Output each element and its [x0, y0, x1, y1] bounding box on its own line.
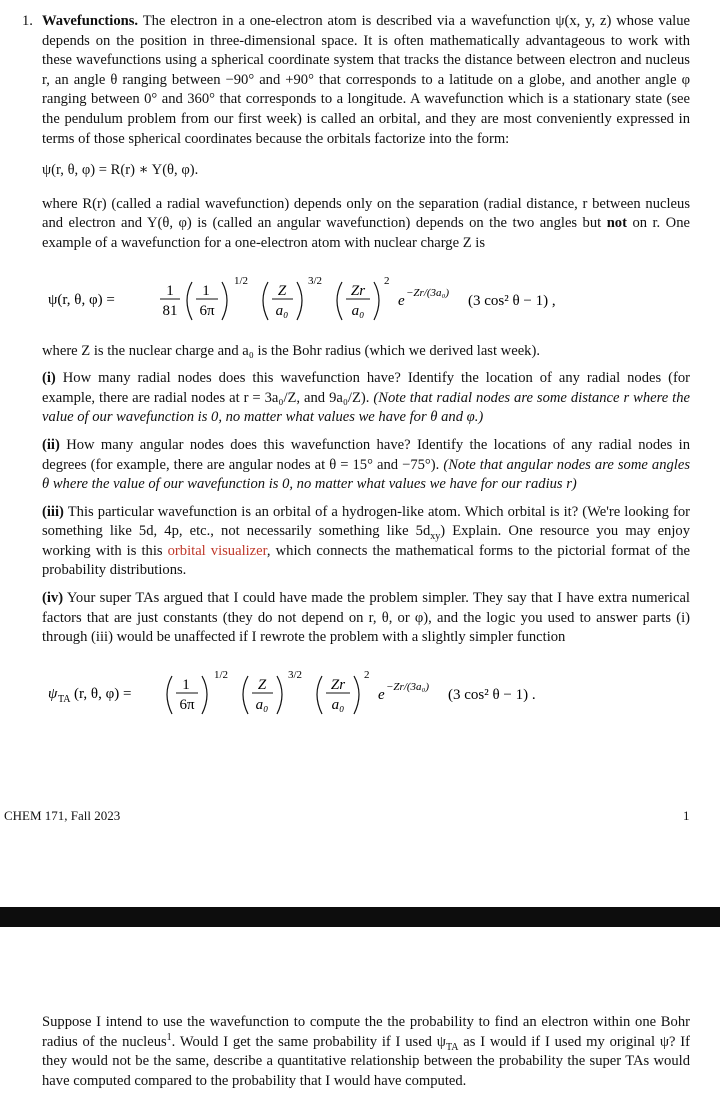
eq-paren-close-3	[374, 282, 379, 320]
eq-exp-sup: −Zr/(3a₀)	[406, 286, 450, 299]
problem-intro	[22, 12, 690, 149]
ta-p1-exp: 1/2	[214, 668, 229, 681]
ta-p2-num: Z	[257, 676, 267, 693]
ta-eq-lhs-args: (r, θ, φ) =	[74, 685, 132, 702]
footer-page-number: 1	[683, 808, 690, 823]
eq-paren-close-1	[222, 282, 227, 320]
ta-paren-open-2	[243, 676, 248, 714]
part-iv-label: (iv)	[42, 590, 64, 607]
part-ii: (ii) How many angular nodes does this wavefunction have? Identify the locations of any radial nodes in degrees (for example, there are angular nodes at θ = 15° and −75°). (Note that angular nodes are some angles θ where the value of our wavefunction is 0, no matter what values we have for our radius r)	[42, 436, 690, 493]
eq-paren-open-2	[263, 282, 268, 320]
radial-angular-explanation: where R(r) (called a radial wavefunction) depends only on the separation (radial distance, r between nucleus and electron and Y(θ, φ) is (called an angular wavefunction) depends on the two angles but not on r. One example of a wavefunction for a one-electron atom with nuclear charge Z is	[42, 195, 690, 251]
ta-eq-lhs-sub: TA	[58, 693, 71, 705]
part-i: (i) How many radial nodes does this wavefunction have? Identify the location of any radial nodes (for example, there are radial nodes at r = 3a₀/Z, and 9a₀/Z). (Note that radial nodes are some distance r where the value of our wavefunction is 0, no matter what values we have for θ and φ.)	[42, 370, 691, 426]
orbital-visualizer-link[interactable]: orbital visualizer	[167, 542, 267, 559]
ta-p1-den: 6π	[179, 696, 195, 713]
eq-frac-den: 81	[162, 302, 178, 319]
page-separator	[0, 907, 720, 927]
eq-p1-den: 6π	[199, 302, 215, 319]
document-page-2	[42, 1013, 690, 1091]
part-iv: (iv) Your super TAs argued that I could have made the problem simpler. They say that I have extra numerical factors that are just constants (they do not depend on r, θ, or φ), and the logic you used to answer parts (i) through (iii) would be unaffected if I rewrote the problem with a slightly simpler function	[42, 590, 690, 646]
ta-paren-close-3	[354, 676, 359, 714]
footnote-mark: 1	[166, 1031, 172, 1043]
ta-exp-sup: −Zr/(3a₀)	[386, 680, 430, 693]
part-iii: (iii) This particular wavefunction is an orbital of a hydrogen-like atom. Which orbital is it? (We're looking for something like 5d, 4p, etc., not necessarily something like $5d_{xy}$) Explain. One resource you may enjoy working with is this orbital visualizer, which connects the mathematical forms to the pictorial format of the probability distributions.	[42, 503, 691, 579]
ta-p3-exp: 2	[364, 668, 370, 681]
eq-p1-num: 1	[202, 282, 210, 299]
eq-paren-open-1	[187, 282, 192, 320]
eq-p2-num: Z	[277, 282, 287, 299]
part-iii-label: (iii)	[42, 503, 64, 520]
eq-lhs: ψ(r, θ, φ) =	[48, 291, 115, 308]
ta-p1-num: 1	[182, 676, 190, 693]
eq-p2-den: a₀	[275, 302, 289, 319]
ta-p2-exp: 3/2	[288, 668, 303, 681]
ta-paren-close-2	[277, 676, 282, 714]
main-wavefunction-equation	[42, 268, 690, 330]
ta-p3-den: a₀	[331, 696, 345, 713]
part-ii-label: (ii)	[42, 436, 60, 453]
eq-paren-open-3	[337, 282, 342, 320]
eq-p3-den: a₀	[351, 302, 365, 319]
eq-tail: (3 cos² θ − 1) ,	[468, 292, 556, 309]
ta-wavefunction-equation	[42, 662, 690, 724]
ta-paren-close-1	[202, 676, 207, 714]
ta-paren-open-1	[167, 676, 172, 714]
eq-p2-exp: 3/2	[308, 274, 323, 287]
ta-p3-num: Zr	[330, 676, 346, 693]
ta-exp-base: e	[378, 686, 385, 703]
eq-p3-exp: 2	[384, 274, 390, 287]
eq-p1-exp: 1/2	[234, 274, 249, 287]
eq-frac-num: 1	[166, 282, 174, 299]
problem-number: 1.	[22, 13, 33, 29]
footer-course: CHEM 171, Fall 2023	[4, 808, 121, 823]
eq-paren-close-2	[297, 282, 302, 320]
probability-question: Suppose I intend to use the wavefunction to compute the the probability to find an electron within one Bohr radius of the nucleus$^1$. Would I get the same probability if I used $\psi_{TA}$ as I would if I used my original ψ? If they would not be the same, describe a quantitative relationship between the probability the super TAs would have computed compared to the probability that I would have computed.	[42, 1014, 690, 1089]
main-eq-explanation: where Z is the nuclear charge and a₀ is the Bohr radius (which we derived last week).	[42, 342, 540, 359]
ta-eq-lhs: ψ	[48, 685, 58, 702]
ta-paren-open-3	[317, 676, 322, 714]
intro-text: The electron in a one-electron atom is described via a wavefunction ψ(x, y, z) whose value depends on the position in three-dimensional space. It is often mathematically advantageous to work with these wavefunctions using a spherical coordinate system that tracks the distance between electron and nucleus r, an angle θ ranging between −90° and +90° that corresponds to a latitude on a globe, and another angle φ ranging between 0° and 360° that corresponds to a longitude. A wavefunction which is a stationary state (see the pendulum problem from our first week) is called an orbital, and they are most conveniently expressed in terms of those spherical coordinates because the orbitals factorize into the form:	[42, 13, 690, 147]
eq-exp-base: e	[398, 292, 405, 309]
ta-p2-den: a₀	[255, 696, 269, 713]
eq-p3-num: Zr	[350, 282, 366, 299]
factorization-equation: ψ(r, θ, φ) = R(r) ∗ Y(θ, φ).	[42, 162, 199, 179]
problem-content	[22, 12, 691, 736]
part-i-label: (i)	[42, 370, 56, 387]
ta-eq-tail: (3 cos² θ − 1) .	[448, 686, 536, 703]
problem-title: Wavefunctions.	[42, 13, 139, 29]
